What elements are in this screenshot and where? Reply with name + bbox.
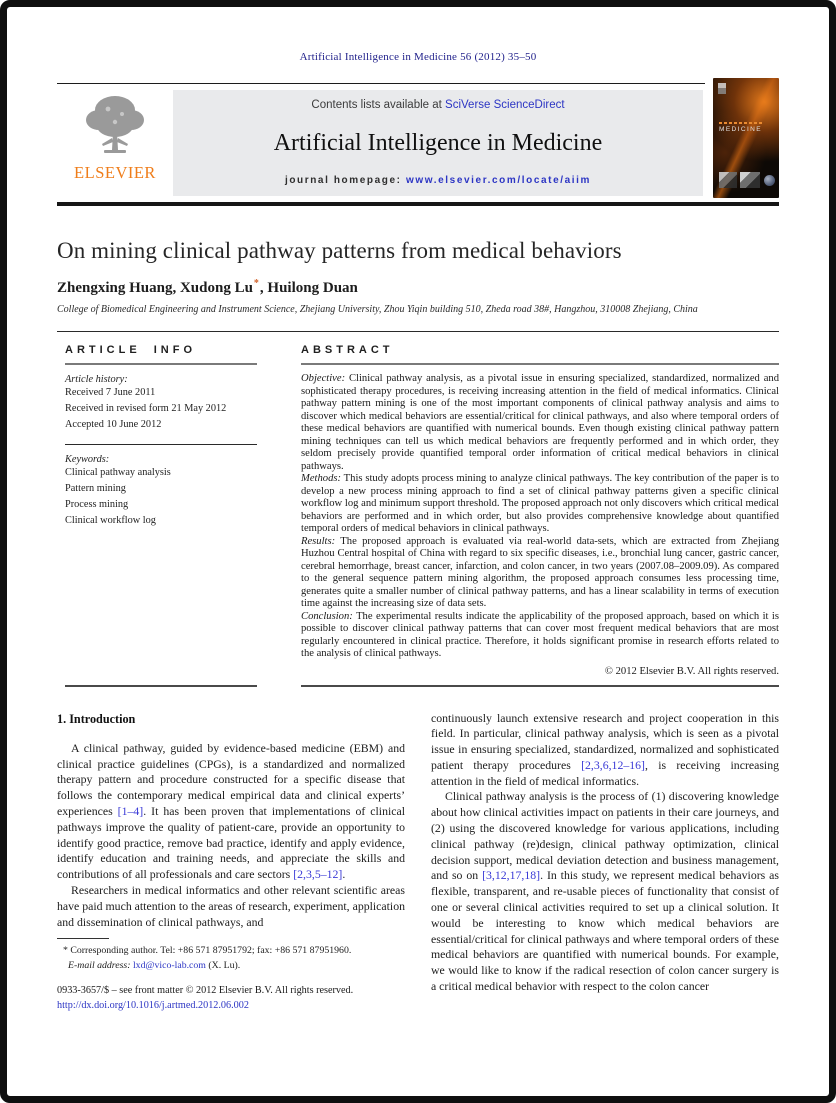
- history-received: Received 7 June 2011: [65, 387, 156, 398]
- footnote-block: [57, 938, 405, 972]
- elsevier-wordmark: ELSEVIER: [74, 163, 156, 182]
- abstract-methods-text: This study adopts process mining to analyze clinical pathways. The key contribution of the paper is to develop a new process mining approach to find a set of clinical pathway patterns given a specific clinical workflow log and minimum support threshold. The proposed approach not only discovers which critical medical behaviors are performed and in which order, but also provides comprehensive knowledge about quantified temporal orders of medical behaviors in clinical pathways.: [301, 473, 779, 534]
- article-history-label: Article history:: [65, 374, 128, 385]
- homepage-prefix: journal homepage:: [284, 175, 406, 186]
- abstract-rule: [301, 363, 779, 365]
- abstract-objective-text: Clinical pathway analysis, as a pivotal issue in ensuring specialized, standardized, normalized and sophisticated therapy procedures, is receiving increasing attention in the field of medical informatics. Clinical pathway pattern mining is one of the most important components of clinical pathway analysis and aims to discover which medical behaviors are essential/critical for clinical pathways, and also where temporal orders of these medical behaviors are quantified with numerical bounds. Even though existing clinical pathway pattern mining techniques can tell us which medical behaviors are frequently performed and in which order, they seldom precisely provide quantified temporal order information of critical medical behaviors in clinical pathways.: [301, 373, 779, 472]
- cover-subtitle-decoration: [719, 122, 763, 124]
- abstract-heading: ABSTRACT: [301, 344, 394, 356]
- body-text: A clinical pathway, guided by evidence-based medicine (EBM) and clinical practice guidelines (CPGs), is a standardized and normalized therapy pattern and procedure constructed for a specific disease that follows the contemporary medical empirical data and clinical experts’ experiences: [57, 740, 405, 819]
- elsevier-logo: [57, 90, 173, 196]
- email-line: [57, 959, 405, 973]
- cover-seal-icon: [764, 175, 775, 186]
- journal-header: [57, 90, 779, 196]
- body-right-column: [431, 711, 779, 1014]
- body-text: Clinical pathway analysis is the process of (1) discovering knowledge about how clinical activities impact on patients in their care journeys, and (2) using the discovered knowledge for various applications, including clinical pathway (re)design, clinical pathway optimization, clinical decision support, medical deviation detection and business management, and so on: [431, 789, 779, 883]
- citation-ref-1-4[interactable]: [1–4]: [117, 804, 144, 819]
- citation-ref-2-3-6-12-16[interactable]: [2,3,6,12–16]: [581, 757, 645, 772]
- contents-line: [179, 99, 697, 111]
- journal-banner: [173, 90, 703, 196]
- intro-paragraph-2: Researchers in medical informatics and other relevant scientific areas have paid much attention to the areas of research, experiment, application and dissemination of clinical pathways, and: [57, 883, 405, 929]
- abstract-results: [301, 536, 779, 611]
- homepage-line: [179, 175, 697, 186]
- abstract-conclusion-label: Conclusion:: [301, 610, 353, 622]
- issn-line: 0933-3657/$ – see front matter © 2012 Elsevier B.V. All rights reserved.: [57, 984, 354, 996]
- abstract-results-text: The proposed approach is evaluated via real-world data-sets, which are extracted from Zhejiang Huzhou Central hospital of China with regard to six specific diseases, i.e., bronchial lung cancer, gastric cancer, cerebral hemorrhage, breast cancer, infarction, and colon cancer, in two years (2007.08–2009.09). As compared to the general sequence pattern mining algorithm, the proposed approach consumes less processing time, generates quite a smaller number of clinical pathway patterns, and has a linear scalability in terms of execution time against the increasing size of data sets.: [301, 535, 779, 609]
- section-1-heading: 1. Introduction: [57, 711, 136, 726]
- email-label: E-mail address:: [68, 959, 133, 971]
- body-left-column: [57, 711, 405, 1014]
- citation-header: Artificial Intelligence in Medicine 56 (2012) 35–50: [299, 51, 537, 63]
- intro-paragraph-1: [57, 741, 405, 883]
- history-revised: Received in revised form 21 May 2012: [65, 402, 227, 414]
- article-info-column: [65, 344, 257, 687]
- footnote-rule: [57, 938, 109, 939]
- journal-title: Artificial Intelligence in Medicine: [273, 129, 603, 156]
- keyword-item: Clinical workflow log: [65, 514, 156, 526]
- affiliation: College of Biomedical Engineering and Instrument Science, Zhejiang University, Zhou Yiqin building 510, Zheda road 38#, Hangzhou, 310008 Zhejiang, China: [57, 304, 698, 315]
- abstract-conclusion-text: The experimental results indicate the applicability of the proposed approach, based on which it is possible to discover clinical pathway patterns that can cover most frequent medical behaviors that are most regularly encountered in clinical practice. Therefore, it holds significant promise in research efforts related to the analysis of clinical pathways.: [301, 610, 779, 659]
- citation-ref-2-3-5-12[interactable]: [2,3,5–12]: [293, 867, 343, 882]
- affiliation-rule: [57, 331, 779, 332]
- doi-link[interactable]: http://dx.doi.org/10.1016/j.artmed.2012.06.002: [57, 1000, 249, 1012]
- keywords-label: Keywords:: [65, 453, 110, 465]
- intro-paragraph-4: [431, 789, 779, 994]
- abstract-results-label: Results:: [301, 535, 336, 547]
- corresponding-author-asterisk[interactable]: *: [253, 278, 259, 289]
- author-names-rest: , Huilong Duan: [259, 280, 358, 296]
- body-text: , is receiving increasing attention in the field of medical informatics.: [431, 757, 780, 788]
- citation-ref-3-12-17-18[interactable]: [3,12,17,18]: [482, 868, 541, 883]
- email-suffix: (X. Lu).: [205, 959, 241, 971]
- contents-prefix: Contents lists available at: [311, 99, 446, 111]
- top-rule: [57, 83, 705, 84]
- body-text: .: [342, 867, 346, 882]
- abstract-methods: [301, 473, 779, 536]
- abstract-conclusion: [301, 611, 779, 661]
- email-link[interactable]: lxd@vico-lab.com: [132, 959, 206, 971]
- journal-cover-thumbnail: [713, 78, 779, 198]
- author-names: Zhengxing Huang, Xudong Lu: [57, 280, 253, 296]
- body-columns: [57, 711, 779, 1014]
- intro-paragraph-3: [431, 711, 779, 790]
- abstract-column: [301, 344, 779, 687]
- keyword-item: Clinical pathway analysis: [65, 466, 171, 478]
- cover-photo-right: [740, 172, 760, 188]
- article-info-heading: ARTICLE INFO: [65, 344, 196, 356]
- corresponding-author-note: * Corresponding author. Tel: +86 571 87951792; fax: +86 571 87951960.: [63, 945, 352, 957]
- article-info-rule: [65, 363, 257, 365]
- history-accepted: Accepted 10 June 2012: [65, 418, 162, 430]
- sciencedirect-link[interactable]: SciVerse ScienceDirect: [445, 99, 565, 111]
- authors-line: [57, 278, 779, 297]
- cover-title: MEDICINE: [719, 126, 762, 133]
- keyword-item: Process mining: [65, 498, 129, 510]
- keyword-item: Pattern mining: [65, 482, 126, 494]
- abstract-objective-label: Objective:: [301, 373, 346, 384]
- keywords-divider-rule: [65, 444, 257, 445]
- body-text: . It has been proven that implementations of clinical pathways improve the quality of patient-care, provide an opportunity to identify good practice, remove bad practice, identify and apply evidence, identify education and training needs, and appreciate the skills and contributions of all professionals and care sectors: [57, 804, 405, 882]
- elsevier-tree-icon: [82, 92, 148, 162]
- header-bottom-rule: [57, 202, 779, 206]
- imprint-block: [57, 983, 405, 1014]
- abstract-methods-label: Methods:: [301, 473, 342, 484]
- cover-photo-left: [719, 172, 737, 188]
- article-title: On mining clinical pathway patterns from medical behaviors: [57, 238, 622, 263]
- body-text: continuously launch extensive research and project cooperation in this field. In particular, clinical pathway analysis, which is seen as a pivotal issue in ensuring specialized, standardized, normalized and sophisticated patient therapy procedures: [431, 710, 779, 772]
- cover-glyph-icon: [718, 83, 726, 94]
- info-abstract-section: [57, 344, 779, 687]
- body-text: . In this study, we represent medical behaviors as flexible, transparent, and re-usable pieces of functionality that consist of one or several clinical activities required to set up a clinical solution. It would be interesting to know which medical behaviors are essential/critical for clinical pathways and where temporal orders of these medical behaviors are quantified with numerical bounds. For example, we would like to know if the radical resection of colon cancer surgery is a critical medical behavior with respect to the colon cancer: [431, 868, 779, 994]
- copyright-line: © 2012 Elsevier B.V. All rights reserved.: [604, 665, 779, 677]
- abstract-objective: [301, 373, 779, 473]
- homepage-link[interactable]: www.elsevier.com/locate/aiim: [405, 175, 592, 186]
